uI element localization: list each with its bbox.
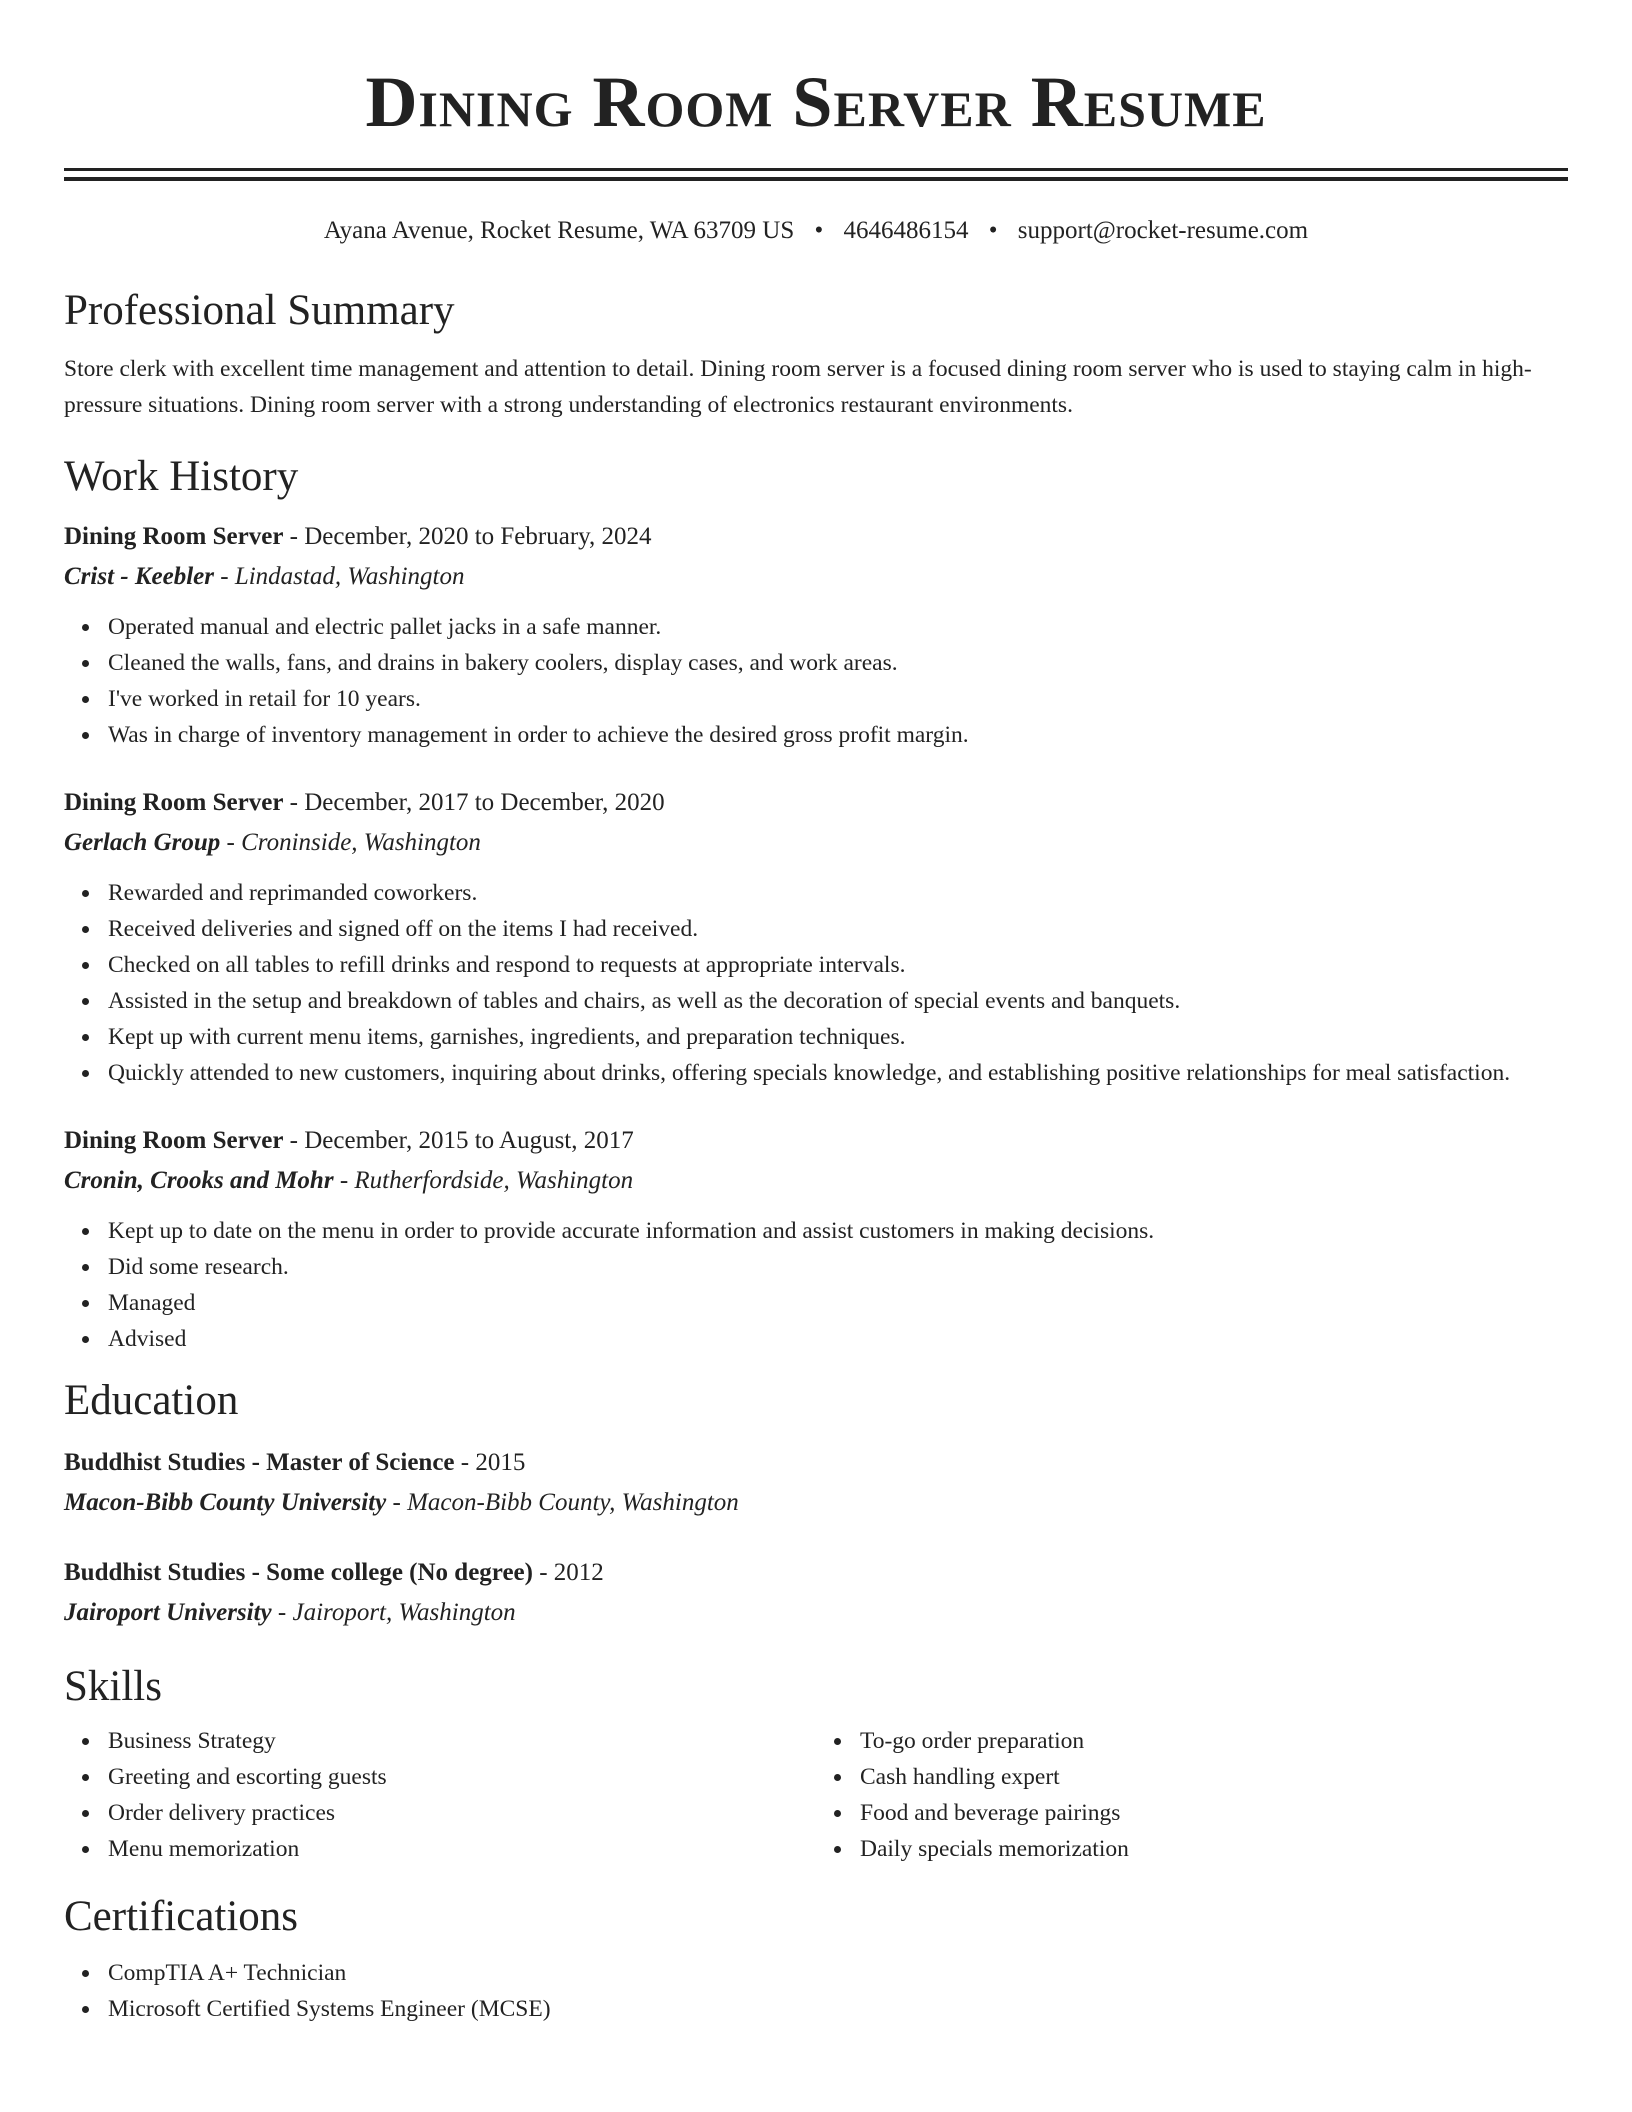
contact-email: support@rocket-resume.com [1017,217,1309,244]
degree-year: - 2012 [532,1559,604,1586]
school-location: - Macon-Bibb County, Washington [386,1489,739,1516]
skills-grid [64,1723,1568,1867]
skills-heading: Skills [64,1663,162,1710]
job-dates: - December, 2020 to February, 2024 [283,523,652,550]
list-item: Checked on all tables to refill drinks and respond to requests at appropriate intervals. [108,947,1568,983]
list-item: Advised [108,1321,1568,1357]
company-line [64,823,1568,863]
degree-name: Buddhist Studies - Master of Science [64,1449,455,1476]
list-item: Assisted in the setup and breakdown of tables and chairs, as well as the decoration of special events and banquets. [108,983,1568,1019]
degree-year: - 2015 [454,1449,526,1476]
certifications-heading: Certifications [64,1893,299,1940]
job-entry [64,517,1568,753]
company-location: - Rutherfordside, Washington [333,1167,634,1194]
job-entry [64,783,1568,1091]
job-title-line [64,1121,1568,1161]
school-line [64,1593,1568,1633]
job-title: Dining Room Server [64,1127,284,1154]
list-item: I've worked in retail for 10 years. [108,681,1568,717]
company-line [64,1161,1568,1201]
education-entry [64,1443,1568,1523]
contact-separator: • [988,217,998,244]
school-name: Jairoport University [64,1599,272,1626]
skill-item: Menu memorization [108,1831,816,1867]
contact-address: Ayana Avenue, Rocket Resume, WA 63709 US [323,217,795,244]
education-entry [64,1553,1568,1633]
skill-item: Greeting and escorting guests [108,1759,816,1795]
certification-item: CompTIA A+ Technician [108,1955,1568,1991]
job-duties [64,875,1568,1091]
certification-item: Microsoft Certified Systems Engineer (MCSE) [108,1991,1568,2027]
resume-title: Dining Room Server Resume [365,62,1267,142]
list-item: Operated manual and electric pallet jacks in a safe manner. [108,609,1568,645]
job-duties [64,609,1568,753]
contact-line [64,215,1568,247]
skill-item: Order delivery practices [108,1795,816,1831]
job-title: Dining Room Server [64,523,284,550]
skills-column-left [64,1723,816,1867]
list-item: Quickly attended to new customers, inquiring about drinks, offering specials knowledge, and establishing positive relationships for meal satisfaction. [108,1055,1568,1091]
work-history-heading: Work History [64,453,299,500]
list-item: Managed [108,1285,1568,1321]
skills-column-right [816,1723,1568,1867]
skill-item: Business Strategy [108,1723,816,1759]
company-location: - Croninside, Washington [220,829,481,856]
summary-heading: Professional Summary [64,287,455,334]
list-item: Was in charge of inventory management in order to achieve the desired gross profit margin. [108,717,1568,753]
job-entry [64,1121,1568,1357]
degree-line [64,1443,1568,1483]
school-location: - Jairoport, Washington [271,1599,516,1626]
degree-name: Buddhist Studies - Some college (No degree) [64,1559,533,1586]
skill-item: Food and beverage pairings [860,1795,1568,1831]
company-location: - Lindastad, Washington [214,563,465,590]
job-title: Dining Room Server [64,789,284,816]
skill-item: To-go order preparation [860,1723,1568,1759]
company-name: Cronin, Crooks and Mohr [64,1167,334,1194]
contact-separator: • [814,217,824,244]
job-duties [64,1213,1568,1357]
company-line [64,557,1568,597]
education-heading: Education [64,1377,239,1424]
list-item: Received deliveries and signed off on the items I had received. [108,911,1568,947]
job-title-line [64,783,1568,823]
company-name: Crist - Keebler [64,563,214,590]
title-divider [64,168,1568,181]
list-item: Did some research. [108,1249,1568,1285]
contact-phone: 4646486154 [843,217,969,244]
skill-item: Cash handling expert [860,1759,1568,1795]
list-item: Kept up with current menu items, garnishes, ingredients, and preparation techniques. [108,1019,1568,1055]
job-dates: - December, 2017 to December, 2020 [283,789,665,816]
job-title-line [64,517,1568,557]
school-line [64,1483,1568,1523]
job-dates: - December, 2015 to August, 2017 [283,1127,634,1154]
skill-item: Daily specials memorization [860,1831,1568,1867]
list-item: Kept up to date on the menu in order to provide accurate information and assist customers in making decisions. [108,1213,1568,1249]
summary-text: Store clerk with excellent time management and attention to detail. Dining room server is a focused dining room server who is used to staying calm in high-pressure situations. Dining room server with a strong understanding of electronics restaurant environments. [64,356,1532,418]
list-item: Rewarded and reprimanded coworkers. [108,875,1568,911]
certifications-list [64,1955,1568,2027]
company-name: Gerlach Group [64,829,221,856]
school-name: Macon-Bibb County University [64,1489,387,1516]
degree-line [64,1553,1568,1593]
list-item: Cleaned the walls, fans, and drains in bakery coolers, display cases, and work areas. [108,645,1568,681]
